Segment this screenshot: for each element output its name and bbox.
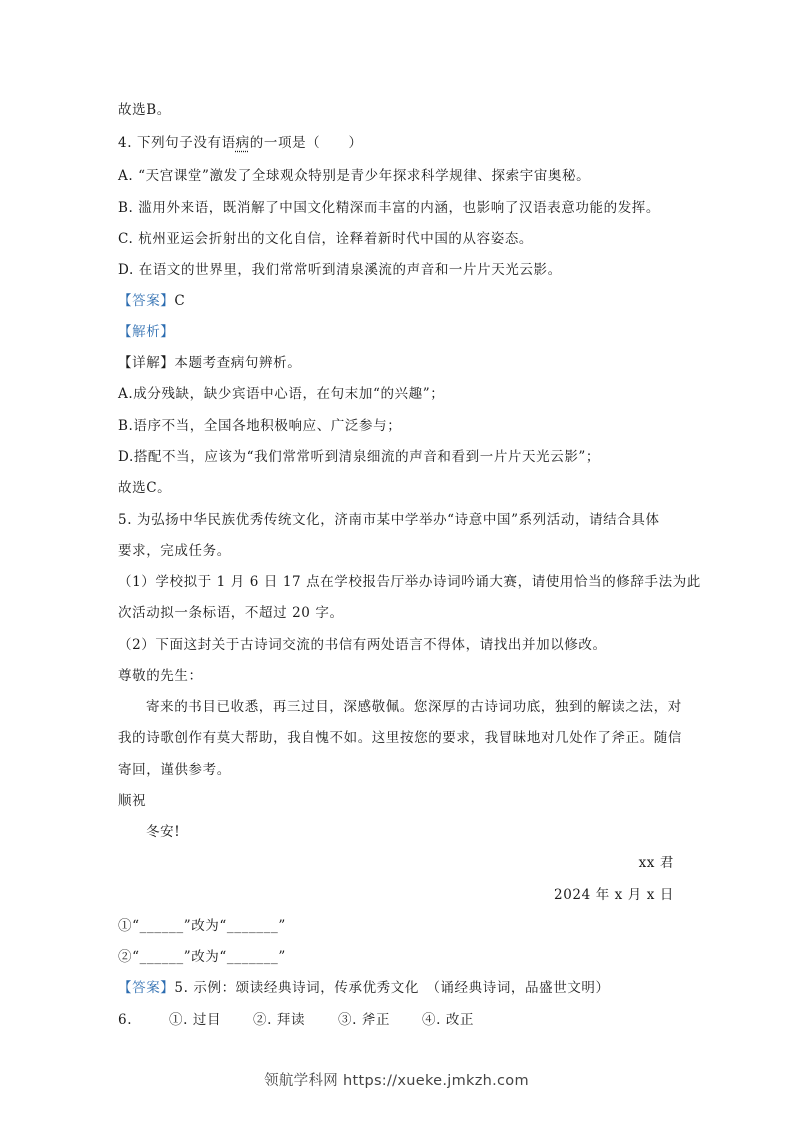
letter-greeting: 尊敬的先生： [118,668,203,684]
question-5-line2: 要求，完成任务。 [118,543,231,559]
letter-date: 2024 年 x 月 x 日 [554,887,674,903]
letter-closing: 顺祝 [118,793,147,809]
question-4-suffix: 的一项是（ ） [249,135,363,151]
explanation-d: D.搭配不当，应该为“我们常常听到清泉细流的声音和看到一片片天光云影”； [118,449,601,465]
page-footer: 领航学科网 https://xueke.jmkzh.com [264,1073,529,1089]
text-line: 故选C。 [118,480,172,496]
question-4-prefix: 4. 下列句子没有语 [118,135,236,151]
question-5-line1: 5. 为弘扬中华民族优秀传统文化，济南市某中学举办“诗意中国”系列活动，请结合具体 [118,512,660,528]
option-a: A. “天宫课堂”激发了全球观众特别是青少年探求科学规律、探索宇宙奥秘。 [118,168,591,184]
answer-6-item: ①. 过目 [169,1012,222,1028]
emphasis-dotted: 病 [235,135,250,151]
answer-6 [118,1010,474,1030]
explanation-b: B.语序不当，全国各地积极响应、广泛参与； [118,418,402,434]
letter-blessing: 冬安! [146,824,181,840]
letter-body-line2: 我的诗歌创作有莫大帮助，我自愧不如。这里按您的要求，我冒昧地对几处作了斧正。随信 [118,730,682,746]
option-b: B. 滥用外来语，既消解了中国文化精深而丰富的内涵，也影响了汉语表意功能的发挥。 [118,200,661,216]
fill-blank-2: ②“______”改为“_______” [118,949,286,965]
text-line: 故选B。 [118,102,171,118]
option-d: D. 在语文的世界里，我们常常听到清泉溪流的声音和一片片天光云影。 [118,262,562,278]
answer-text: 5. 示例：颂读经典诗词，传承优秀文化 （诵经典诗词，品盛世文明） [174,980,610,996]
answer-6-item: ④. 改正 [422,1012,475,1028]
answer-text: C [174,293,186,309]
explanation-a: A.成分残缺，缺少宾语中心语，在句末加“的兴趣”； [118,386,445,402]
letter-body-line1: 寄来的书目已收悉，再三过目，深感敬佩。您深厚的古诗词功底，独到的解读之法，对 [146,699,682,715]
question-4 [118,133,363,153]
letter-body-line3: 寄回，谨供参考。 [118,762,231,778]
analysis-tag: 【解析】 [118,324,175,340]
detail-heading: 【详解】本题考查病句辨析。 [118,355,302,371]
subquestion-2: （2）下面这封关于古诗词交流的书信有两处语言不得体，请找出并加以修改。 [118,637,607,653]
answer-6-item: ②. 拜读 [253,1012,306,1028]
answer-6-number: 6. [118,1012,133,1028]
fill-blank-1: ①“______”改为“_______” [118,918,286,934]
answer-6-item: ③. 斧正 [338,1012,391,1028]
answer-tag: 【答案】 [118,293,175,309]
subquestion-1-line2: 次活动拟一条标语，不超过 20 字。 [118,605,344,621]
letter-signature: xx 君 [638,855,674,871]
answer-tag: 【答案】 [118,980,175,996]
option-c: C. 杭州亚运会折射出的文化自信，诠释着新时代中国的从容姿态。 [118,231,534,247]
answer-4 [118,291,185,311]
subquestion-1-line1: （1）学校拟于 1 月 6 日 17 点在学校报告厅举办诗词吟诵大赛，请使用恰当的修辞手法为此 [118,574,701,590]
answer-5 [118,978,610,998]
